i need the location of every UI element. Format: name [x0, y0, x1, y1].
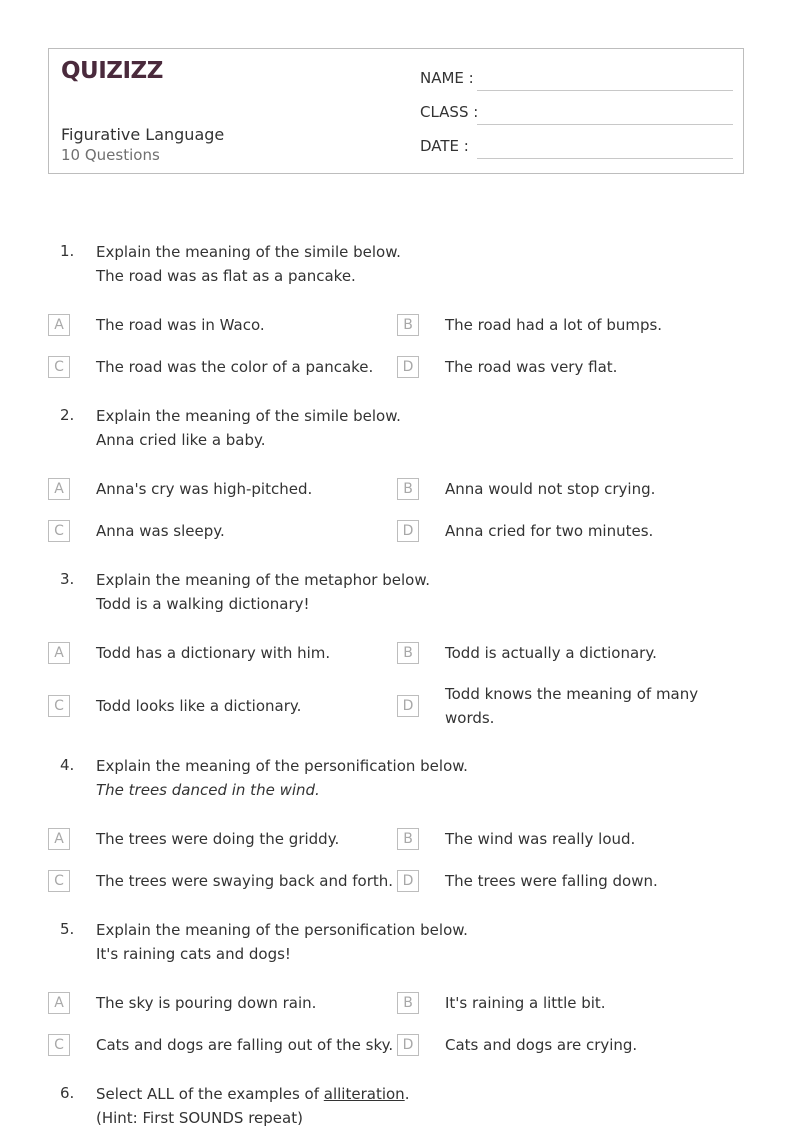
date-label: DATE : [420, 137, 469, 155]
question-number: 2. [60, 406, 75, 424]
question-detail: Todd is a walking dictionary! [96, 595, 310, 613]
option-d-text: The road was very flat. [445, 358, 618, 376]
option-c-box[interactable]: C [48, 870, 70, 892]
date-line [477, 158, 733, 159]
option-b-box[interactable]: B [397, 314, 419, 336]
option-d-text: The trees were falling down. [445, 872, 658, 890]
option-c-box[interactable]: C [48, 1034, 70, 1056]
option-a-text: The sky is pouring down rain. [96, 994, 317, 1012]
question-prompt: Explain the meaning of the metaphor below. [96, 571, 430, 589]
option-b-box[interactable]: B [397, 992, 419, 1014]
name-line [477, 90, 733, 91]
question-number: 1. [60, 242, 75, 260]
option-c-text: The trees were swaying back and forth. [96, 872, 394, 890]
question-number: 5. [60, 920, 75, 938]
option-a-text: The trees were doing the griddy. [96, 830, 340, 848]
option-d-box[interactable]: D [397, 1034, 419, 1056]
quizizz-logo: QUIZIZZ [61, 58, 163, 84]
option-b-text: The wind was really loud. [445, 830, 636, 848]
question-number: 3. [60, 570, 75, 588]
worksheet-header [48, 48, 744, 174]
option-c-text: Todd looks like a dictionary. [96, 697, 302, 715]
option-d-text: Todd knows the meaning of many words. [445, 685, 699, 727]
question-detail: The trees danced in the wind. [96, 781, 320, 799]
question-prompt: Explain the meaning of the personification below. [96, 757, 468, 775]
question-number: 4. [60, 756, 75, 774]
option-d-box[interactable]: D [397, 520, 419, 542]
option-b-text: The road had a lot of bumps. [445, 316, 663, 334]
question-text [96, 568, 430, 616]
question-prompt: Explain the meaning of the simile below. [96, 243, 401, 261]
option-d-box[interactable]: D [397, 356, 419, 378]
name-label: NAME : [420, 69, 474, 87]
option-b-box[interactable]: B [397, 478, 419, 500]
question-prompt: Explain the meaning of the simile below. [96, 407, 401, 425]
option-b-box[interactable]: B [397, 828, 419, 850]
option-b-box[interactable]: B [397, 642, 419, 664]
option-d-box[interactable]: D [397, 870, 419, 892]
option-d-text: Anna cried for two minutes. [445, 522, 654, 540]
option-a-text: Todd has a dictionary with him. [96, 644, 331, 662]
question-detail: (Hint: First SOUNDS repeat) [96, 1109, 303, 1127]
option-c-box[interactable]: C [48, 695, 70, 717]
alliteration-term: alliteration [323, 1085, 405, 1103]
option-a-box[interactable]: A [48, 478, 70, 500]
option-b-text: Anna would not stop crying. [445, 480, 656, 498]
option-b-text: It's raining a little bit. [445, 994, 606, 1012]
option-a-text: The road was in Waco. [96, 316, 265, 334]
option-c-box[interactable]: C [48, 520, 70, 542]
option-a-box[interactable]: A [48, 828, 70, 850]
class-label: CLASS : [420, 103, 479, 121]
option-b-text: Todd is actually a dictionary. [445, 644, 657, 662]
option-d-text: Cats and dogs are crying. [445, 1036, 638, 1054]
question-text [96, 754, 468, 802]
option-c-text: The road was the color of a pancake. [96, 358, 374, 376]
question-prompt: Select ALL of the examples of alliteration. [96, 1085, 410, 1103]
option-c-text: Cats and dogs are falling out of the sky. [96, 1036, 394, 1054]
option-c-box[interactable]: C [48, 356, 70, 378]
worksheet-title: Figurative Language [61, 125, 225, 144]
option-a-box[interactable]: A [48, 314, 70, 336]
question-text [96, 918, 468, 966]
question-count: 10 Questions [61, 146, 160, 164]
question-text [96, 240, 401, 288]
question-text [96, 404, 401, 452]
question-prompt: Explain the meaning of the personification below. [96, 921, 468, 939]
class-line [477, 124, 733, 125]
question-detail: The road was as flat as a pancake. [96, 267, 356, 285]
question-detail: It's raining cats and dogs! [96, 945, 291, 963]
option-a-text: Anna's cry was high-pitched. [96, 480, 313, 498]
question-detail: Anna cried like a baby. [96, 431, 266, 449]
option-d-box[interactable]: D [397, 695, 419, 717]
option-a-box[interactable]: A [48, 642, 70, 664]
option-a-box[interactable]: A [48, 992, 70, 1014]
question-number: 6. [60, 1084, 75, 1102]
option-c-text: Anna was sleepy. [96, 522, 225, 540]
